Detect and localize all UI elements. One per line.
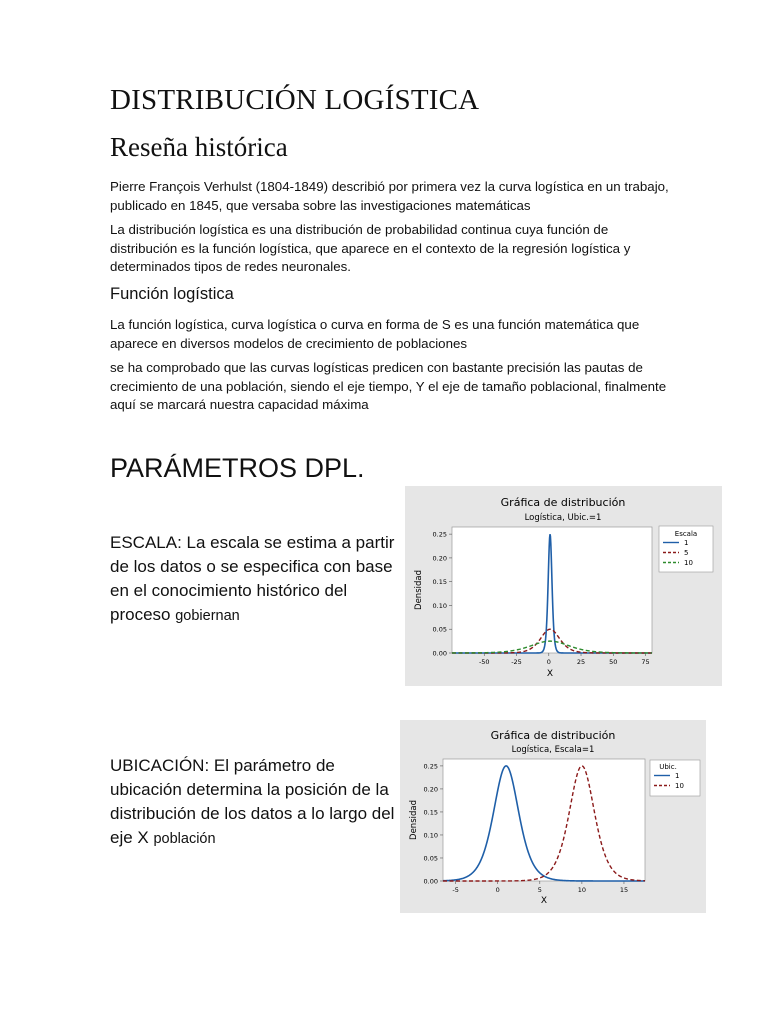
chart-escala — [405, 486, 722, 686]
y-tick-label: 0.00 — [423, 877, 438, 886]
x-axis-label: X — [546, 669, 554, 679]
section-heading-historia: Reseña histórica — [110, 132, 288, 162]
section-heading-funcion: Función logística — [110, 285, 234, 303]
x-tick-label: 0 — [495, 886, 500, 894]
y-tick-label: 0.00 — [432, 649, 447, 658]
y-tick-label: 0.05 — [432, 625, 447, 634]
y-tick-label: 0.20 — [432, 554, 447, 563]
legend — [659, 526, 713, 572]
y-tick-label: 0.15 — [423, 808, 438, 817]
paragraph-crecimiento: se ha comprobado que las curvas logísticas predicen con bastante precisión las pautas de crecimiento de una población, siendo el eje tiempo, Y el eje de tamaño poblacional, finalmente aquí se marcará nuestra capacidad máxima — [110, 360, 667, 412]
y-tick-label: 0.25 — [432, 530, 447, 539]
legend-label-10: 10 — [675, 782, 684, 790]
chart-ubicacion — [400, 720, 706, 913]
y-tick-label: 0.10 — [423, 831, 438, 840]
legend-title: Ubic. — [659, 763, 677, 771]
x-tick-label: 75 — [641, 658, 650, 666]
x-tick-label: 15 — [619, 886, 629, 894]
chart-subtitle: Logística, Escala=1 — [511, 745, 595, 755]
chart-subtitle: Logística, Ubic.=1 — [524, 513, 602, 523]
legend-label-10: 10 — [684, 559, 693, 567]
x-tick-label: 0 — [546, 658, 551, 666]
x-tick-label: 5 — [537, 886, 542, 894]
escala-description — [110, 531, 400, 628]
x-tick-label: -5 — [452, 886, 459, 894]
legend-label-5: 5 — [684, 549, 689, 557]
ubicacion-description — [110, 754, 400, 851]
page-title: DISTRIBUCIÓN LOGÍSTICA — [110, 84, 480, 116]
y-tick-label: 0.05 — [423, 854, 438, 863]
legend-title: Escala — [674, 530, 698, 538]
chart-ubicacion-svg — [400, 720, 706, 913]
chart-title: Gráfica de distribución — [500, 496, 626, 509]
y-tick-label: 0.25 — [423, 762, 438, 771]
legend-label-1: 1 — [675, 772, 680, 780]
chart-title: Gráfica de distribución — [490, 729, 616, 742]
x-tick-label: -50 — [478, 658, 490, 666]
x-tick-label: -25 — [511, 658, 522, 666]
y-tick-label: 0.20 — [423, 785, 438, 794]
legend — [650, 760, 700, 796]
escala-suffix: gobiernan — [175, 608, 240, 624]
escala-text: ESCALA: La escala se estima a partir de los datos o se especifica con base en el conocimiento histórico del proceso — [110, 533, 395, 624]
x-tick-label: 10 — [577, 886, 587, 894]
y-tick-label: 0.10 — [432, 601, 447, 610]
plot-area — [443, 759, 645, 881]
x-tick-label: 50 — [609, 658, 618, 666]
legend-label-1: 1 — [684, 539, 689, 547]
paragraph-funcion: La función logística, curva logística o curva en forma de S es una función matemática que aparece en diversos modelos de crecimiento de poblaciones — [110, 317, 640, 351]
section-heading-parametros: PARÁMETROS DPL. — [110, 453, 365, 483]
x-tick-label: 25 — [576, 658, 586, 666]
ubicacion-suffix: población — [153, 831, 216, 847]
paragraph-definition: La distribución logística es una distribución de probabilidad continua cuya función de distribución es la función logística, que aparece en el contexto de la regresión logística y determinados tipos de redes neuronales. — [110, 222, 631, 274]
y-axis-label: Densidad — [409, 800, 419, 840]
x-axis-label: X — [540, 896, 548, 906]
paragraph-verhulst: Pierre François Verhulst (1804-1849) describió por primera vez la curva logística en un trabajo, publicado en 1845, que versaba sobre las investigaciones matemáticas — [110, 179, 669, 213]
y-tick-label: 0.15 — [432, 578, 447, 587]
chart-escala-svg — [405, 486, 722, 686]
ubicacion-text: UBICACIÓN: El parámetro de ubicación determina la posición de la distribución de los datos a lo largo del eje X — [110, 756, 395, 847]
y-axis-label: Densidad — [414, 570, 424, 610]
